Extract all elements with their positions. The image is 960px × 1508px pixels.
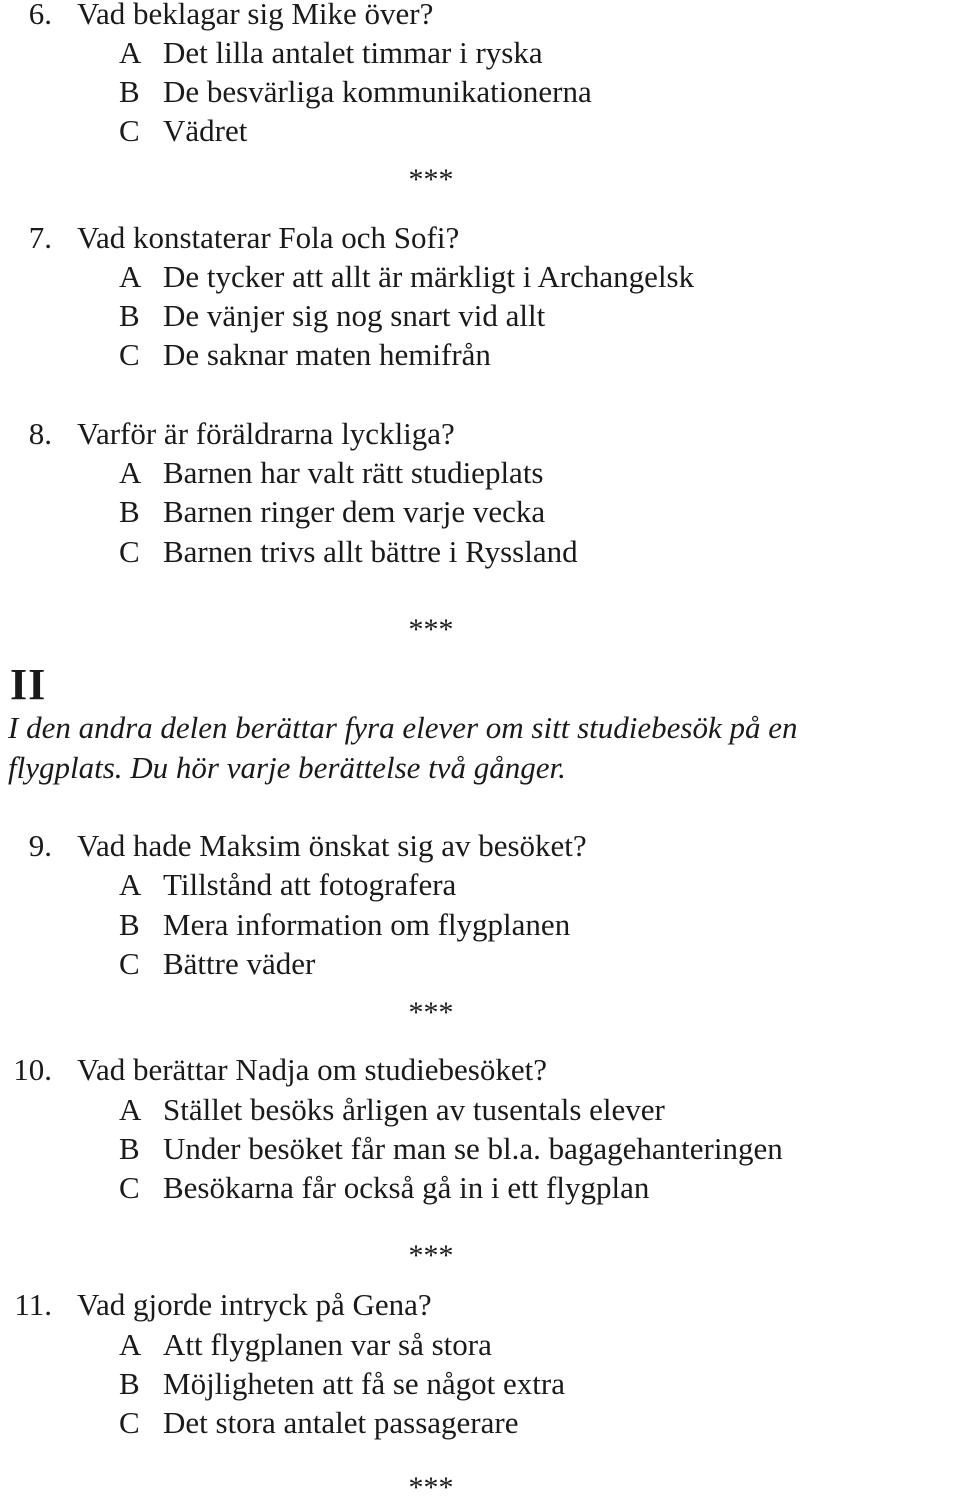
question-number: 10. [13,1052,52,1087]
question-row [0,0,960,34]
option-letter: A [119,35,142,70]
separator: *** [408,1239,454,1272]
question-text: Vad beklagar sig Mike över? [77,0,434,31]
option-letter: C [119,946,140,981]
question-text: Vad gjorde intryck på Gena? [77,1287,432,1322]
option-text: Besökarna får också gå in i ett flygplan [163,1170,650,1205]
option-row[interactable] [0,257,960,297]
option-row[interactable] [0,1325,960,1365]
question-number: 11. [14,1287,52,1322]
option-letter: A [119,1092,142,1127]
option-text: Stället besöks årligen av tusentals elever [163,1092,665,1127]
option-row[interactable] [0,33,960,73]
option-letter: C [119,1405,140,1440]
option-row[interactable] [0,1168,960,1208]
question-row [0,218,960,258]
option-letter: B [119,1131,140,1166]
option-letter: A [119,455,142,490]
option-row[interactable] [0,111,960,151]
option-row[interactable] [0,1090,960,1130]
option-text: Möjligheten att få se något extra [163,1366,566,1401]
option-row[interactable] [0,296,960,336]
option-letter: C [119,534,140,569]
option-text: Mera information om flygplanen [163,907,571,942]
option-text: Det stora antalet passagerare [163,1405,519,1440]
question-row [0,826,960,866]
option-letter: B [119,1366,140,1401]
question-text: Varför är föräldrarna lyckliga? [77,416,455,451]
option-text: Barnen trivs allt bättre i Ryssland [163,534,578,569]
section-heading: II [10,660,47,709]
option-letter: A [119,867,142,902]
option-text: Det lilla antalet timmar i ryska [163,35,543,70]
question-row [0,414,960,454]
question-text: Vad konstaterar Fola och Sofi? [77,220,460,255]
option-letter: B [119,74,140,109]
option-row[interactable] [0,1364,960,1404]
option-text: De besvärliga kommunikationerna [163,74,592,109]
option-row[interactable] [0,1403,960,1443]
option-text: Vädret [163,113,248,148]
question-text: Vad hade Maksim önskat sig av besöket? [77,828,587,863]
question-row [0,1050,960,1090]
option-row[interactable] [0,905,960,945]
separator: *** [408,996,454,1029]
option-text: Under besöket får man se bl.a. bagagehanteringen [163,1131,783,1166]
option-letter: B [119,298,140,333]
option-row[interactable] [0,532,960,572]
option-text: Bättre väder [163,946,316,981]
option-letter: B [119,907,140,942]
option-row[interactable] [0,1129,960,1169]
option-letter: C [119,337,140,372]
option-row[interactable] [0,492,960,532]
option-letter: A [119,1327,142,1362]
option-text: Barnen har valt rätt studieplats [163,455,544,490]
separator: *** [408,613,454,646]
option-text: Barnen ringer dem varje vecka [163,494,546,529]
option-row[interactable] [0,72,960,112]
option-row[interactable] [0,335,960,375]
section-intro: I den andra delen berättar fyra elever om sitt studiebesök på en [8,710,798,745]
section-intro: flygplats. Du hör varje berättelse två gånger. [8,750,566,785]
separator: *** [408,1471,454,1504]
option-row[interactable] [0,865,960,905]
option-text: De vänjer sig nog snart vid allt [163,298,546,333]
option-text: Tillstånd att fotografera [163,867,457,902]
option-text: Att flygplanen var så stora [163,1327,492,1362]
question-row [0,1285,960,1325]
option-row[interactable] [0,944,960,984]
question-number: 6. [28,0,52,31]
question-number: 9. [28,828,52,863]
option-text: De saknar maten hemifrån [163,337,491,372]
question-number: 8. [28,416,52,451]
option-letter: B [119,494,140,529]
option-text: De tycker att allt är märkligt i Archangelsk [163,259,695,294]
separator: *** [408,163,454,196]
question-number: 7. [28,220,52,255]
option-row[interactable] [0,453,960,493]
option-letter: C [119,1170,140,1205]
option-letter: A [119,259,142,294]
question-text: Vad berättar Nadja om studiebesöket? [77,1052,547,1087]
option-letter: C [119,113,140,148]
